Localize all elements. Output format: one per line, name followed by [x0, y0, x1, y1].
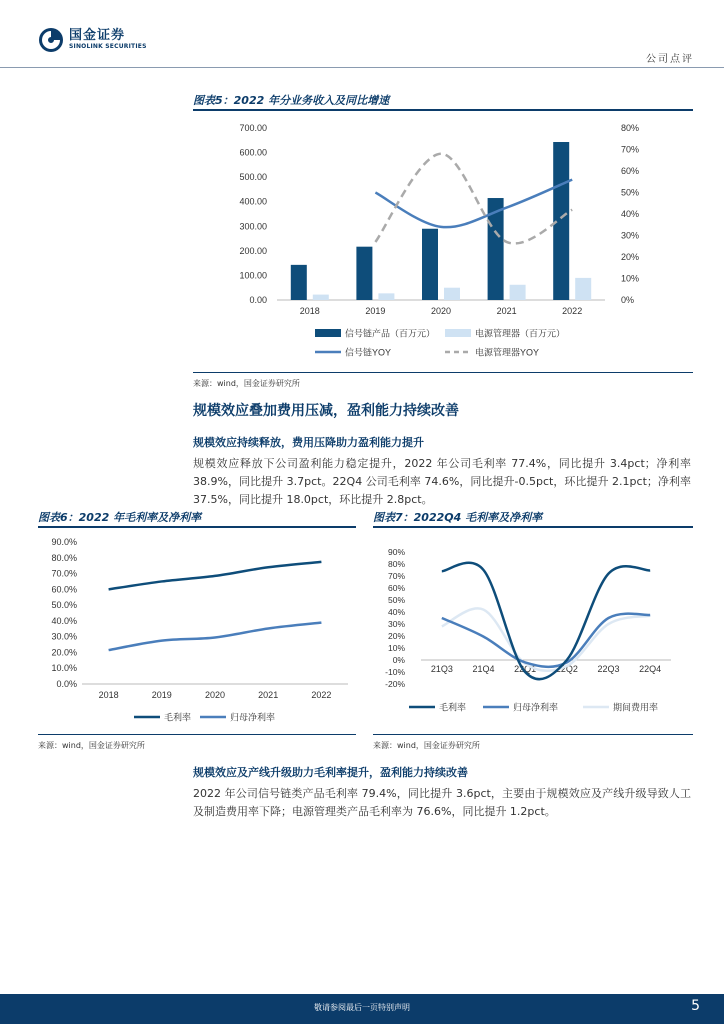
- fig7-y-tick-label: 30%: [387, 619, 405, 629]
- page-header: [0, 0, 724, 70]
- fig7-y-tick-label: 20%: [387, 631, 405, 641]
- page-number: 5: [691, 998, 700, 1014]
- fig5-y2-tick-label: 70%: [621, 144, 640, 155]
- fig7-series-3-legend-label: 期间费用率: [613, 702, 659, 713]
- fig5-bar-signal-chain: [422, 229, 438, 300]
- fig7-y-tick-label: 60%: [387, 583, 405, 593]
- brand-name-en: SINOLINK SECURITIES: [69, 43, 147, 50]
- figure6-title-rule: [38, 526, 356, 528]
- fig7-y-tick-label: 80%: [387, 559, 405, 569]
- fig5-line-signal-chain-yoy: [375, 180, 572, 228]
- fig7-line-net-margin: [442, 614, 650, 667]
- fig7-series-1-legend-label: 毛利率: [439, 702, 467, 713]
- fig5-y2-tick-label: 40%: [621, 209, 640, 219]
- fig7-y-tick-label: 10%: [387, 643, 405, 653]
- fig7-x-tick-label: 22Q3: [597, 664, 620, 674]
- fig5-x-tick-label: 2021: [496, 306, 517, 316]
- header-divider: [0, 67, 724, 68]
- fig5-y2-tick-label: 0%: [621, 295, 635, 305]
- brand-logo: [38, 27, 147, 53]
- fig5-y-tick-label: 500.00: [239, 172, 267, 183]
- fig6-x-tick-label: 2021: [258, 690, 279, 700]
- fig5-series-2-legend-swatch: [445, 329, 471, 337]
- footer-disclaimer: 敬请参阅最后一页特别声明: [314, 1003, 410, 1012]
- sub-title-2: 规模效应及产线升级助力毛利率提升，盈利能力持续改善: [193, 766, 468, 779]
- fig5-bar-power-mgmt: [510, 285, 526, 300]
- fig5-series-1-legend-swatch: [315, 329, 341, 337]
- fig6-line-net-margin: [109, 623, 322, 650]
- fig5-y2-tick-label: 10%: [621, 273, 640, 284]
- fig6-series-1-legend-label: 毛利率: [164, 712, 192, 723]
- fig5-line-power-mgmt-yoy: [375, 154, 572, 244]
- fig6-y-tick-label: 0.0%: [56, 679, 77, 689]
- figure5-source: 来源：wind，国金证券研究所: [193, 379, 300, 388]
- fig5-y-tick-label: 400.00: [239, 196, 267, 207]
- brand-name-cn: 国金证券: [69, 28, 126, 43]
- fig5-y2-tick-label: 20%: [621, 252, 640, 262]
- fig5-bar-power-mgmt: [378, 293, 394, 300]
- fig5-y-tick-label: 700.00: [239, 123, 267, 133]
- fig6-y-tick-label: 30.0%: [51, 631, 77, 642]
- fig5-y2-tick-label: 80%: [621, 123, 640, 133]
- section-title: 规模效应叠加费用压减，盈利能力持续改善: [193, 403, 459, 419]
- fig6-line-gross-margin: [109, 562, 322, 589]
- fig7-x-tick-label: 22Q4: [639, 664, 662, 674]
- fig7-y-tick-label: -20%: [385, 679, 405, 689]
- fig6-y-tick-label: 20.0%: [51, 647, 77, 658]
- fig6-x-tick-label: 2018: [98, 690, 119, 700]
- figure5-title-rule: [193, 109, 693, 111]
- fig7-y-tick-label: 50%: [387, 595, 405, 605]
- figure5-bottom-rule: [193, 372, 693, 373]
- fig5-x-tick-label: 2019: [365, 306, 386, 316]
- fig5-y-tick-label: 0.00: [249, 295, 267, 305]
- fig6-y-tick-label: 40.0%: [51, 615, 77, 626]
- fig5-series-1-legend-label: 信号链产品（百万元）: [345, 328, 436, 339]
- figure5-chart: [193, 114, 693, 370]
- figure6-bottom-rule: [38, 734, 356, 735]
- fig6-y-tick-label: 10.0%: [51, 663, 77, 674]
- fig7-x-tick-label: 22Q1: [514, 664, 537, 674]
- fig5-y-tick-label: 300.00: [239, 221, 267, 232]
- fig5-bar-power-mgmt: [575, 278, 591, 300]
- sinolink-logo-icon: [38, 27, 64, 53]
- fig5-y2-tick-label: 60%: [621, 166, 640, 176]
- fig5-x-tick-label: 2018: [299, 306, 320, 316]
- fig6-x-tick-label: 2022: [311, 690, 332, 700]
- figure6-title: 图表6：2022 年毛利率及净利率: [38, 511, 202, 524]
- figure7-title: 图表7：2022Q4 毛利率及净利率: [373, 511, 543, 524]
- fig6-y-tick-label: 50.0%: [51, 600, 77, 611]
- fig6-y-tick-label: 60.0%: [51, 584, 77, 595]
- fig5-series-4-legend-label: 电源管理器YOY: [475, 347, 540, 358]
- fig7-line-expense-ratio: [442, 608, 650, 670]
- fig5-y2-tick-label: 30%: [621, 230, 640, 241]
- fig7-y-tick-label: -10%: [385, 667, 405, 677]
- fig6-x-tick-label: 2020: [204, 690, 226, 700]
- figure7-chart: [373, 530, 693, 730]
- fig7-y-tick-label: 0%: [392, 655, 405, 665]
- fig5-y2-tick-label: 50%: [621, 187, 640, 198]
- fig6-y-tick-label: 80.0%: [51, 552, 77, 563]
- fig6-x-tick-label: 2019: [151, 690, 172, 700]
- fig5-x-tick-label: 2020: [430, 306, 452, 316]
- fig6-y-tick-label: 90.0%: [51, 537, 77, 547]
- figure6-chart: [38, 530, 356, 730]
- figure7-source: 来源：wind，国金证券研究所: [373, 741, 480, 750]
- fig7-y-tick-label: 90%: [387, 547, 405, 557]
- fig5-series-3-legend-label: 信号链YOY: [345, 347, 392, 358]
- fig7-x-tick-label: 21Q3: [430, 664, 453, 674]
- figure5-title: 图表5：2022 年分业务收入及同比增速: [193, 94, 390, 107]
- fig5-x-tick-label: 2022: [562, 306, 583, 316]
- fig5-y-tick-label: 200.00: [239, 245, 267, 256]
- fig6-y-tick-label: 70.0%: [51, 568, 77, 579]
- fig7-x-tick-label: 21Q4: [472, 664, 495, 674]
- figure7-title-rule: [373, 526, 693, 528]
- fig5-bar-signal-chain: [291, 265, 307, 300]
- fig6-series-2-legend-label: 归母净利率: [230, 712, 276, 723]
- fig5-bar-signal-chain: [356, 247, 372, 300]
- fig7-y-tick-label: 40%: [387, 607, 405, 617]
- fig7-y-tick-label: 70%: [387, 571, 405, 581]
- figure6-source: 来源：wind，国金证券研究所: [38, 741, 145, 750]
- fig5-bar-power-mgmt: [313, 295, 329, 300]
- sub-title-1: 规模效应持续释放，费用压降助力盈利能力提升: [193, 436, 424, 449]
- fig5-bar-power-mgmt: [444, 288, 460, 300]
- fig5-series-2-legend-label: 电源管理器（百万元）: [475, 328, 566, 339]
- paragraph-2: 2022 年公司信号链类产品毛利率 79.4%，同比提升 3.6pct，主要由于规模效应及产线升级导致人工及制造费用率下降；电源管理类产品毛利率为 76.6%，同比提升 1.2pct。: [193, 787, 691, 818]
- paragraph-1: 规模效应释放下公司盈利能力稳定提升，2022 年公司毛利率 77.4%，同比提升 3.4pct；净利率 38.9%，同比提升 3.7pct。22Q4 公司毛利率 74.6%，同比提升-0.5pct，环比提升 2.1pct；净利率 37.5%，同比提升 18.0pct，环比提升 2.8pct。: [193, 457, 691, 506]
- fig5-y-tick-label: 600.00: [239, 147, 267, 158]
- fig5-y-tick-label: 100.00: [239, 270, 267, 281]
- fig7-x-tick-label: 22Q2: [555, 664, 578, 674]
- fig7-series-2-legend-label: 归母净利率: [513, 702, 559, 713]
- document-type: 公司点评: [646, 54, 694, 65]
- figure7-bottom-rule: [373, 734, 693, 735]
